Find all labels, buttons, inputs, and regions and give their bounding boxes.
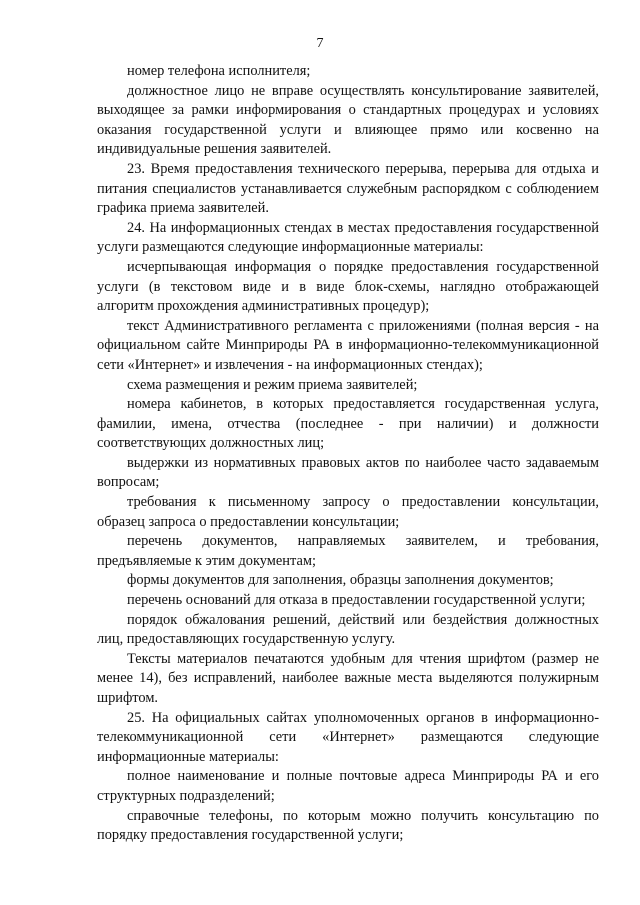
paragraph: 23. Время предоставления технического перерыва, перерыва для отдыха и питания специалистов устанавливается служебным распорядком с соблюдением графика приема заявителей.	[97, 160, 599, 217]
paragraph: перечень документов, направляемых заявителем, и требования, предъявляемые к этим документам;	[97, 533, 599, 569]
page-number: 7	[316, 36, 324, 51]
paragraph: схема размещения и режим приема заявителей;	[127, 376, 418, 393]
paragraph: должностное лицо не вправе осуществлять консультирование заявителей, выходящее за рамки информирования о стандартных процедурах и условиях оказания государственной услуги и влияющее прямо или косвенно на индивидуальные решения заявителей.	[97, 82, 599, 158]
paragraph: 24. На информационных стендах в местах предоставления государственной услуги размещаются следующие информационные материалы:	[97, 219, 599, 256]
paragraph: текст Административного регламента с приложениями (полная версия - на официальном сайте Минприроды РА в информационно-телекоммуникационной сети «Интернет» и извлечения - на информационных стендах);	[97, 317, 599, 373]
paragraph: перечень оснований для отказа в предоставлении государственной услуги;	[127, 592, 586, 609]
paragraph: полное наименование и полные почтовые адреса Минприроды РА и его структурных подразделений;	[97, 768, 599, 804]
paragraph: выдержки из нормативных правовых актов по наиболее часто задаваемым вопросам;	[97, 454, 599, 491]
paragraph: Тексты материалов печатаются удобным для чтения шрифтом (размер не менее 14), без исправлений, наиболее важные места выделяются полужирным шрифтом.	[97, 650, 599, 706]
paragraph: формы документов для заполнения, образцы заполнения документов;	[127, 572, 554, 589]
paragraph: требования к письменному запросу о предоставлении консультации, образец запроса о предоставлении консультации;	[97, 494, 599, 530]
paragraph: номер телефона исполнителя;	[127, 63, 311, 79]
document-body	[97, 62, 599, 846]
paragraph: порядок обжалования решений, действий или бездействия должностных лиц, предоставляющих государственную услугу.	[97, 611, 599, 648]
paragraph: номера кабинетов, в которых предоставляется государственная услуга, фамилии, имена, отчества (последнее - при наличии) и должности соответствующих должностных лиц;	[97, 396, 599, 452]
paragraph: 25. На официальных сайтах уполномоченных органов в информационно-телекоммуникационной сети «Интернет» размещаются следующие информационные материалы:	[97, 709, 599, 765]
paragraph: справочные телефоны, по которым можно получить консультацию по порядку предоставления государственной услуги;	[97, 807, 599, 844]
paragraph: исчерпывающая информация о порядке предоставления государственной услуги (в текстовом виде и в виде блок-схемы, наглядно отображающей алгоритм прохождения административных процедур);	[97, 258, 599, 315]
